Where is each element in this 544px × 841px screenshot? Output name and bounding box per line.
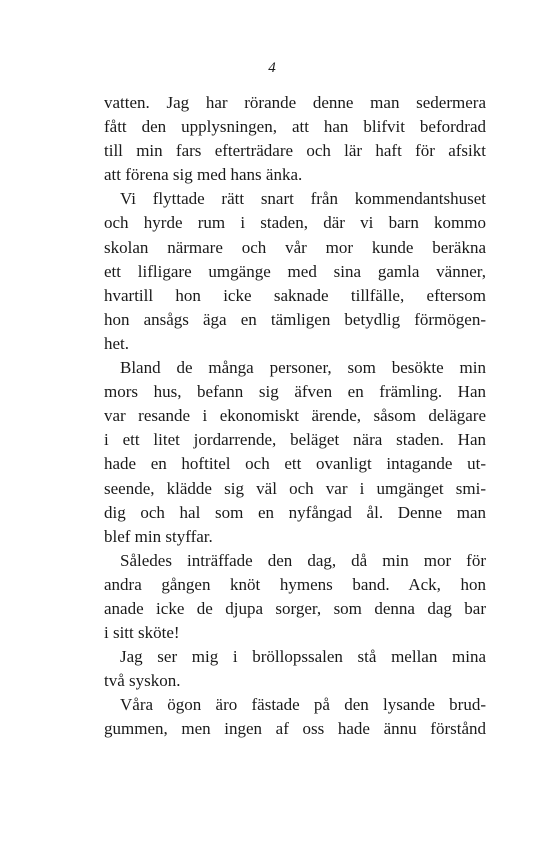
text-line: två syskon.	[104, 671, 181, 691]
paragraph-first-line: Således inträffade den dag, då min mor för	[120, 550, 486, 570]
paragraph-first-line: Vi flyttade rätt snart från kommendantshuset	[120, 189, 486, 209]
text-line: mors hus, befann sig äfven en främling. Han	[104, 382, 486, 402]
text-line: att förena sig med hans änka.	[104, 165, 303, 185]
text-line: i ett litet jordarrende, beläget nära staden. Han	[104, 430, 486, 450]
text-line: fått den upplysningen, att han blifvit befordrad	[104, 117, 486, 137]
text-line: hvartill hon icke saknade tillfälle, eftersom	[104, 285, 486, 305]
text-line: gummen, men ingen af oss hade ännu förstånd	[104, 719, 486, 739]
text-line: hade en hoftitel och ett ovanligt intagande ut-	[104, 454, 486, 474]
paragraph-first-line: Jag ser mig i bröllopssalen stå mellan mina	[120, 647, 486, 667]
text-line: skolan närmare och vår mor kunde beräkna	[104, 237, 486, 257]
text-line: andra gången knöt hymens band. Ack, hon	[104, 574, 486, 594]
text-line: ett lifligare umgänge med sina gamla vänner,	[104, 261, 486, 281]
text-line: seende, klädde sig väl och var i umgänget smi-	[104, 478, 486, 498]
text-line: var resande i ekonomiskt ärende, såsom delägare	[104, 406, 486, 426]
text-line: i sitt sköte!	[104, 623, 180, 643]
text-line: het.	[104, 333, 130, 353]
text-line: till min fars efterträdare och lär haft för afsikt	[104, 141, 486, 161]
text-line: och hyrde rum i staden, där vi barn kommo	[104, 213, 486, 233]
text-line: dig och hal som en nyfångad ål. Denne man	[104, 502, 486, 522]
text-line: blef min styffar.	[104, 526, 213, 546]
text-line: anade icke de djupa sorger, som denna dag bar	[104, 598, 486, 618]
paragraph-first-line: Bland de många personer, som besökte min	[120, 358, 486, 378]
body-text	[104, 91, 486, 742]
page-number: 4	[268, 60, 276, 76]
text-line: hon ansågs äga en tämligen betydlig förmögen-	[104, 309, 486, 329]
text-line: vatten. Jag har rörande denne man sedermera	[104, 93, 486, 112]
paragraph-first-line: Våra ögon äro fästade på den lysande brud-	[120, 695, 486, 715]
